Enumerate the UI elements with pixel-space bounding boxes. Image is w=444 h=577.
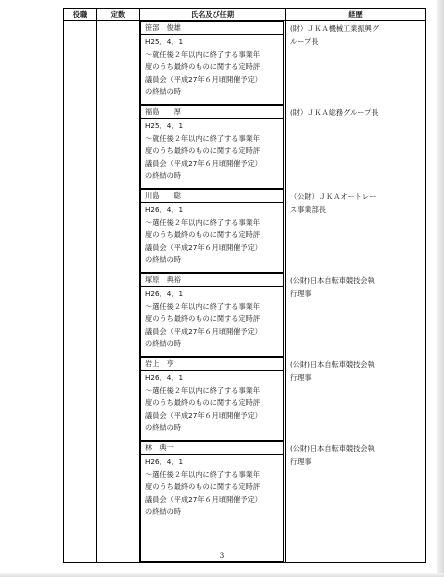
table-header-row bbox=[64, 9, 426, 21]
career-line: ス事業部長 bbox=[290, 205, 326, 214]
term-of-office bbox=[141, 119, 283, 185]
term-line: の終結の時 bbox=[145, 87, 181, 96]
career-line: ループ長 bbox=[290, 37, 319, 46]
term-line: ～選任後２年以内に終了する事業年 bbox=[145, 217, 261, 227]
term-of-office bbox=[141, 371, 283, 437]
term-line: 議員会（平成27年６月頃開催予定） bbox=[145, 494, 262, 504]
career-entry bbox=[286, 189, 425, 273]
term-line: ～選任後２年以内に終了する事業年 bbox=[145, 385, 261, 395]
person-name: 福島 厚 bbox=[141, 106, 283, 119]
viewer-edge-bottom bbox=[0, 573, 444, 577]
term-line: H25．4．1 bbox=[145, 121, 184, 130]
viewer-edge-right bbox=[437, 0, 444, 577]
term-line: ～選任後２年以内に終了する事業年 bbox=[145, 301, 261, 311]
term-line: H26．4．1 bbox=[145, 289, 184, 298]
career-line: (公財)日本自転車競技会執 bbox=[290, 444, 375, 453]
career-line: 行理事 bbox=[290, 373, 312, 382]
capacity-cell bbox=[97, 21, 140, 563]
term-line: 議員会（平成27年６月頃開催予定） bbox=[145, 410, 262, 420]
header-career: 経歴 bbox=[286, 9, 426, 21]
career-entry bbox=[286, 441, 425, 562]
person-entry bbox=[140, 105, 284, 189]
person-name: 笹部 俊雄 bbox=[141, 22, 283, 35]
person-name: 川島 聡 bbox=[141, 190, 283, 203]
term-line: の終結の時 bbox=[145, 423, 181, 432]
header-position: 役職 bbox=[64, 9, 97, 21]
term-line: 議員会（平成27年６月頃開催予定） bbox=[145, 74, 262, 84]
term-line: の終結の時 bbox=[145, 255, 181, 264]
person-entry bbox=[140, 273, 284, 357]
person-name: 塚原 典裕 bbox=[141, 274, 283, 287]
career-line: （公財）ＪＫＡオートレー bbox=[290, 192, 377, 201]
person-entry bbox=[140, 441, 284, 562]
term-of-office bbox=[141, 203, 283, 269]
term-line: 度のうち最終のものに関する定時評 bbox=[145, 314, 261, 323]
name-term-cell bbox=[140, 21, 286, 563]
career-line: 行理事 bbox=[290, 457, 312, 466]
position-cell bbox=[64, 21, 97, 563]
term-line: 議員会（平成27年６月頃開催予定） bbox=[145, 326, 262, 336]
term-line: の終結の時 bbox=[145, 171, 181, 180]
term-line: H26．4．1 bbox=[145, 205, 184, 214]
career-entry bbox=[286, 357, 425, 441]
officer-table bbox=[63, 8, 426, 563]
person-name: 林 典一 bbox=[141, 442, 283, 455]
career-line: 行理事 bbox=[290, 289, 312, 298]
person-entry bbox=[140, 21, 284, 105]
career-entry bbox=[286, 273, 425, 357]
career-line: (財）ＪＫＡ総務グループ長 bbox=[290, 108, 379, 117]
header-name-term: 氏名及び任期 bbox=[140, 9, 286, 21]
term-line: 議員会（平成27年６月頃開催予定） bbox=[145, 158, 262, 168]
table-body-row bbox=[64, 21, 426, 563]
term-line: の終結の時 bbox=[145, 339, 181, 348]
term-line: H25．4．1 bbox=[145, 37, 184, 46]
term-line: 度のうち最終のものに関する定時評 bbox=[145, 62, 261, 71]
career-line: (公財)日本自転車競技会執 bbox=[290, 276, 375, 285]
career-line: (公財)日本自転車競技会執 bbox=[290, 360, 375, 369]
term-of-office bbox=[141, 35, 283, 101]
term-line: 度のうち最終のものに関する定時評 bbox=[145, 482, 261, 491]
person-entry bbox=[140, 189, 284, 273]
term-line: ～就任後２年以内に終了する事業年 bbox=[145, 49, 261, 59]
term-line: 度のうち最終のものに関する定時評 bbox=[145, 146, 261, 155]
term-line: ～選任後２年以内に終了する事業年 bbox=[145, 469, 261, 479]
term-line: 度のうち最終のものに関する定時評 bbox=[145, 230, 261, 239]
career-entry bbox=[286, 105, 425, 189]
term-line: ～就任後２年以内に終了する事業年 bbox=[145, 133, 261, 143]
term-line: H26．4．1 bbox=[145, 457, 184, 466]
career-line: (財）ＪＫＡ機械工業振興グ bbox=[290, 24, 380, 33]
person-name: 岩上 亨 bbox=[141, 358, 283, 371]
page-number: 3 bbox=[219, 552, 225, 560]
term-line: 度のうち最終のものに関する定時評 bbox=[145, 398, 261, 407]
person-entry bbox=[140, 357, 284, 441]
career-entry bbox=[286, 21, 425, 105]
header-capacity: 定数 bbox=[97, 9, 140, 21]
term-line: の終結の時 bbox=[145, 507, 181, 516]
term-of-office bbox=[141, 287, 283, 353]
career-cell bbox=[286, 21, 426, 563]
term-line: 議員会（平成27年６月頃開催予定） bbox=[145, 242, 262, 252]
term-of-office bbox=[141, 455, 283, 521]
term-line: H26．4．1 bbox=[145, 373, 184, 382]
